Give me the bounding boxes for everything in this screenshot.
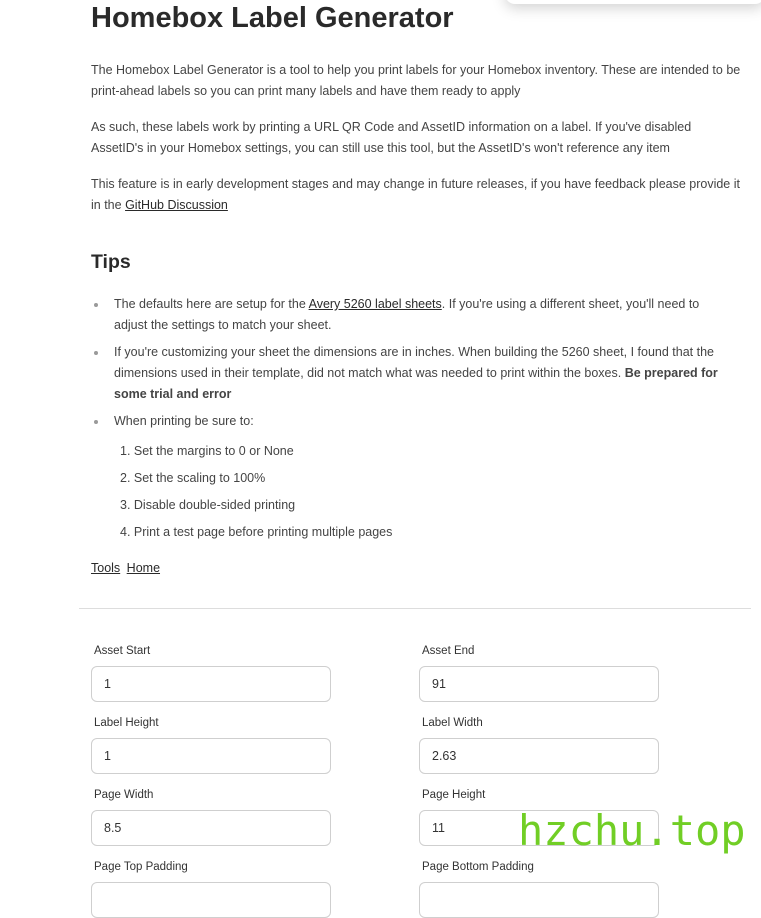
tip-1-post: . If you're using a different sheet, you'll need to adjust the settings to match your sheet. xyxy=(114,297,700,332)
page-top-padding-label: Page Top Padding xyxy=(94,861,188,873)
asset-end-input[interactable] xyxy=(419,666,659,702)
asset-start-label: Asset Start xyxy=(94,645,151,657)
page-top-padding-input[interactable] xyxy=(91,882,331,918)
page-height-label: Page Height xyxy=(422,789,486,801)
label-height-input[interactable] xyxy=(91,738,331,774)
label-width-label: Label Width xyxy=(422,717,483,729)
page-bottom-padding-label: Page Bottom Padding xyxy=(422,861,534,873)
nav-links xyxy=(91,558,163,579)
print-step-2: 2. Set the scaling to 100% xyxy=(120,471,266,485)
label-height-label: Label Height xyxy=(94,717,159,729)
bullet-icon xyxy=(94,351,98,355)
asset-end-label: Asset End xyxy=(422,645,475,657)
tip-2-pre: If you're customizing your sheet the dimensions are in inches. When building the 5260 sheet, I found that the dimensions used in their template, did not match what was needed to print within the boxes. xyxy=(114,345,714,380)
section-divider xyxy=(79,608,751,609)
page-title: Homebox Label Generator xyxy=(91,2,454,34)
watermark-text: hzchu.top xyxy=(518,806,746,855)
github-discussion-link[interactable]: GitHub Discussion xyxy=(125,198,228,212)
asset-start-input[interactable] xyxy=(91,666,331,702)
label-width-input[interactable] xyxy=(419,738,659,774)
tools-link[interactable]: Tools xyxy=(91,561,121,575)
print-step-3: 3. Disable double-sided printing xyxy=(120,498,296,512)
tip-1-text xyxy=(114,294,729,336)
page-bottom-padding-input[interactable] xyxy=(419,882,659,918)
bullet-icon xyxy=(94,420,98,424)
print-step-4: 4. Print a test page before printing multiple pages xyxy=(120,525,393,539)
avery-5260-link[interactable]: Avery 5260 label sheets xyxy=(308,297,442,311)
print-step-1: 1. Set the margins to 0 or None xyxy=(120,444,294,458)
home-link[interactable]: Home xyxy=(126,561,161,575)
bullet-icon xyxy=(94,303,98,307)
page-width-label: Page Width xyxy=(94,789,154,801)
intro-paragraph-3-text: This feature is in early development stages and may change in future releases, if you have feedback please provide it in the xyxy=(91,177,740,212)
intro-paragraph-3 xyxy=(91,174,741,216)
tips-heading: Tips xyxy=(91,251,131,273)
intro-paragraph-1: The Homebox Label Generator is a tool to help you print labels for your Homebox inventory. These are intended to be print-ahead labels so you can print many labels and have them ready to apply xyxy=(91,63,741,98)
intro-paragraph-2: As such, these labels work by printing a URL QR Code and AssetID information on a label. If you've disabled AssetID's in your Homebox settings, you can still use this tool, but the AssetID's won't reference any item xyxy=(91,120,692,155)
tip-2-text xyxy=(114,342,729,405)
tip-1-pre: The defaults here are setup for the xyxy=(114,297,309,311)
tip-3-text: When printing be sure to: xyxy=(114,414,254,428)
floating-header-card xyxy=(505,0,761,4)
page-width-input[interactable] xyxy=(91,810,331,846)
tip-2-bold: Be prepared for some trial and error xyxy=(114,366,718,401)
